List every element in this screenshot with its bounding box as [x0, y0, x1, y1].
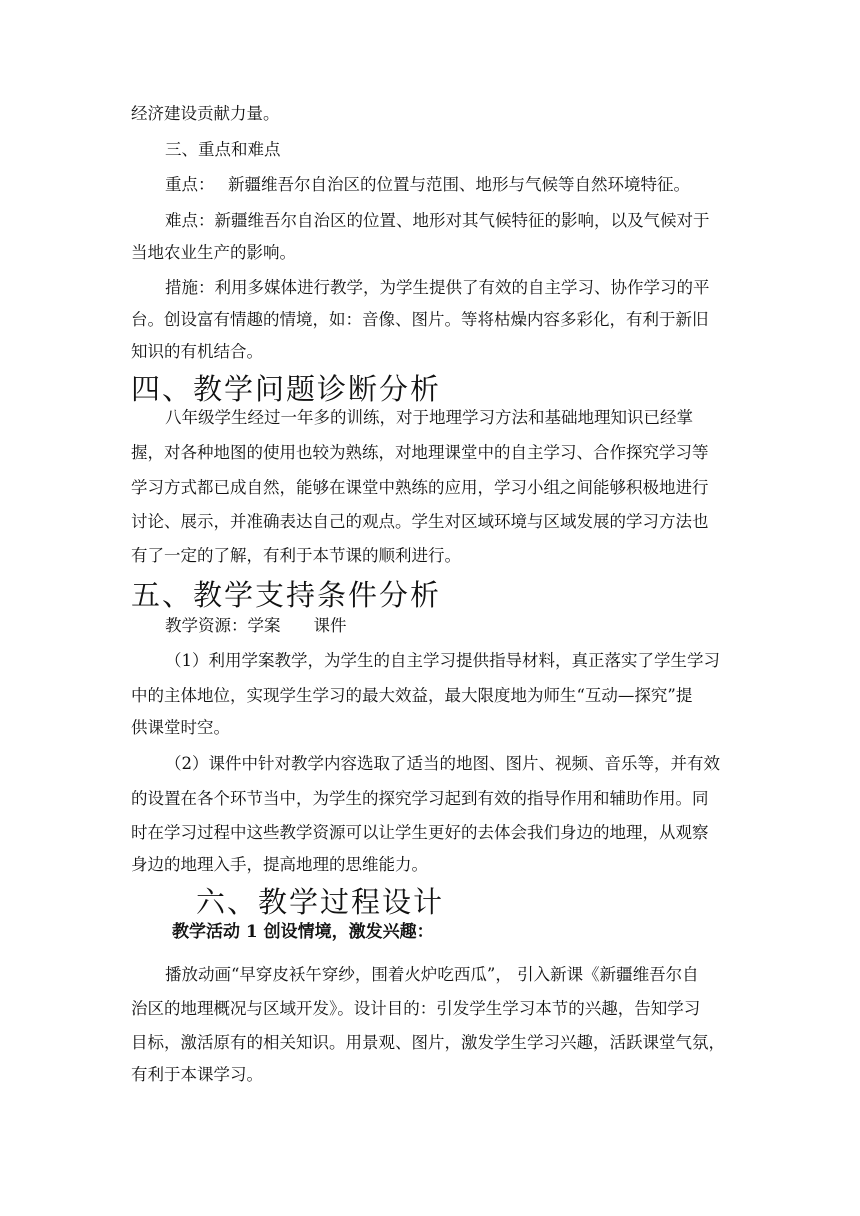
- paragraph-line: 的设置在各个环节当中，为学生的探究学习起到有效的指导作用和辅助作用。同: [131, 789, 709, 808]
- paragraph-line: 身边的地理入手，提高地理的思维能力。: [131, 855, 428, 874]
- paragraph-line: 握，对各种地图的使用也较为熟练，对地理课堂中的自主学习、合作探究学习等: [131, 443, 709, 462]
- paragraph-line: 治区的地理概况与区域开发》。设计目的：引发学生学习本节的兴趣，告知学习: [131, 999, 701, 1018]
- paragraph-line: （2）课件中针对教学内容选取了适当的地图、图片、视频、音乐等，并有效: [165, 754, 720, 773]
- paragraph-line: 播放动画“早穿皮袄午穿纱，围着火炉吃西瓜”， 引入新课《新疆维吾尔自: [165, 965, 699, 984]
- paragraph-line: 学习方式都已成自然，能够在课堂中熟练的应用，学习小组之间能够积极地进行: [131, 478, 709, 497]
- paragraph-line: 中的主体地位，实现学生学习的最大效益，最大限度地为师生“互动—探究”提: [131, 686, 693, 705]
- paragraph-line: 台。创设富有情趣的情境，如：音像、图片。等将枯燥内容多彩化，有利于新旧: [131, 310, 709, 329]
- activity-heading: 教学活动 1 创设情境，激发兴趣：: [172, 922, 434, 942]
- heading-process-design: 六、教学过程设计: [196, 885, 445, 919]
- paragraph-line: 目标，激活原有的相关知识。用景观、图片，激发学生学习兴趣，活跃课堂气氛，: [131, 1033, 725, 1052]
- paragraph-line: 经济建设贡献力量。: [131, 104, 280, 123]
- paragraph-line: 八年级学生经过一年多的训练，对于地理学习方法和基础地理知识已经掌: [165, 408, 693, 427]
- paragraph-line: 有利于本课学习。: [131, 1065, 263, 1084]
- paragraph-line: 有了一定的了解，有利于本节课的顺利进行。: [131, 546, 461, 565]
- paragraph-line: 难点：新疆维吾尔自治区的位置、地形对其气候特征的影响，以及气候对于: [165, 211, 710, 230]
- paragraph-line: （1）利用学案教学，为学生的自主学习提供指导材料，真正落实了学生学习: [165, 651, 720, 670]
- paragraph-line: 当地农业生产的影响。: [131, 243, 296, 262]
- paragraph-line: 重点： 新疆维吾尔自治区的位置与范围、地形与气候等自然环境特征。: [165, 175, 690, 194]
- paragraph-line: 知识的有机结合。: [131, 342, 263, 361]
- heading-support-conditions: 五、教学支持条件分析: [131, 578, 442, 612]
- paragraph-line: 讨论、展示，并准确表达自己的观点。学生对区域环境与区域发展的学习方法也: [131, 512, 709, 531]
- paragraph-line: 教学资源：学案 课件: [165, 616, 347, 635]
- paragraph-line: 时在学习过程中这些教学资源可以让学生更好的去体会我们身边的地理，从观察: [131, 823, 709, 842]
- section-heading: 三、重点和难点: [165, 140, 281, 159]
- paragraph-line: 措施：利用多媒体进行教学，为学生提供了有效的自主学习、协作学习的平: [165, 278, 710, 297]
- heading-problem-diagnosis: 四、教学问题诊断分析: [131, 372, 442, 406]
- paragraph-line: 供课堂时空。: [131, 718, 230, 737]
